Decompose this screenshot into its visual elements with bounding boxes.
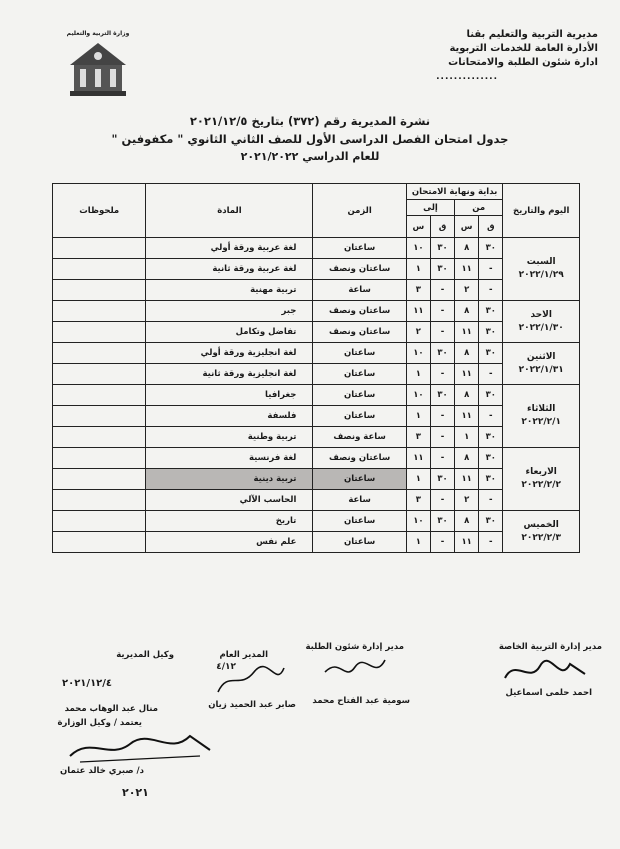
header-from-hours: س — [455, 216, 479, 238]
signature-mark-undersecretary — [60, 726, 220, 766]
table-row — [53, 322, 580, 343]
table-row — [53, 238, 580, 259]
director-general-name: صابر عبد الحميد زيان — [208, 700, 296, 710]
cell-duration: ساعتان ونصف — [313, 259, 406, 280]
student-affairs-name: سومية عبد الفتاح محمد — [312, 696, 410, 706]
day-name: الثلاثاء — [527, 404, 556, 414]
cell-subject: علم نفس — [146, 532, 313, 553]
cell-notes — [53, 301, 146, 322]
cell-to-hours: ١١ — [406, 301, 430, 322]
day-name: الاربعاء — [525, 467, 557, 477]
day-cell — [503, 238, 580, 301]
exam-schedule-title: جدول امتحان الفصل الدراسى الأول للصف الثاني الثانوي " مكفوفين " — [111, 132, 509, 146]
header-day-date: اليوم والتاريخ — [503, 184, 580, 238]
header-dots: .............. — [436, 72, 498, 82]
cell-from-minutes: ٣٠ — [479, 448, 503, 469]
cell-from-hours: ١١ — [455, 406, 479, 427]
header-to-hours: س — [406, 216, 430, 238]
cell-to-hours: ١ — [406, 469, 430, 490]
signature-mark-student-affairs — [320, 652, 390, 686]
cell-duration: ساعتان — [313, 364, 406, 385]
cell-to-hours: ٣ — [406, 490, 430, 511]
cell-subject: تربية مهنية — [146, 280, 313, 301]
deputy-name: منال عبد الوهاب محمد — [64, 704, 158, 714]
bulletin-title: نشرة المديرية رقم (٣٧٢) بتاريخ ٢٠٢١/١٢/٥ — [189, 114, 431, 128]
academic-year-title: للعام الدراسي ٢٠٢١/٢٠٢٢ — [240, 150, 380, 163]
cell-to-minutes: - — [430, 322, 454, 343]
cell-notes — [53, 406, 146, 427]
cell-from-hours: ١١ — [455, 259, 479, 280]
ministry-logo — [58, 30, 138, 102]
table-row — [53, 490, 580, 511]
day-cell — [503, 343, 580, 385]
cell-from-minutes: ٣٠ — [479, 511, 503, 532]
cell-to-minutes: ٣٠ — [430, 343, 454, 364]
cell-subject: لغة فرنسية — [146, 448, 313, 469]
student-affairs-title: مدير إدارة شئون الطلبة — [305, 642, 404, 652]
day-date: ٢٠٢٢/١/٣٠ — [518, 322, 564, 333]
cell-to-minutes: - — [430, 280, 454, 301]
cell-from-minutes: - — [479, 406, 503, 427]
cell-from-hours: ١١ — [455, 469, 479, 490]
handwritten-date: ٢٠٢١/١٢/٤ — [62, 678, 113, 689]
org-line-directorate: مديرية التربية والتعليم بقنا — [466, 29, 598, 40]
cell-notes — [53, 469, 146, 490]
cell-duration: ساعتان ونصف — [313, 301, 406, 322]
cell-from-minutes: ٣٠ — [479, 301, 503, 322]
cell-from-hours: ١١ — [455, 364, 479, 385]
table-row — [53, 385, 580, 406]
table-row — [53, 280, 580, 301]
cell-to-hours: ١ — [406, 406, 430, 427]
signature-mark-special-ed — [500, 654, 590, 688]
cell-subject: تاريخ — [146, 511, 313, 532]
cell-from-minutes: - — [479, 364, 503, 385]
org-line-dept: ادارة شئون الطلبة والامتحانات — [448, 57, 598, 68]
day-cell — [503, 448, 580, 511]
cell-duration: ساعتان — [313, 511, 406, 532]
cell-from-hours: ٨ — [455, 238, 479, 259]
cell-to-hours: ١ — [406, 259, 430, 280]
cell-notes — [53, 511, 146, 532]
cell-to-minutes: ٣٠ — [430, 259, 454, 280]
cell-from-hours: ٨ — [455, 343, 479, 364]
cell-notes — [53, 490, 146, 511]
cell-subject: لغة انجليزية ورقة ثانية — [146, 364, 313, 385]
schedule-body — [53, 238, 580, 553]
cell-duration: ساعتان — [313, 343, 406, 364]
org-line-admin: الأدارة العامة للخدمات التربوية — [449, 43, 598, 54]
cell-from-hours: ١١ — [455, 322, 479, 343]
cell-notes — [53, 280, 146, 301]
table-row — [53, 532, 580, 553]
cell-notes — [53, 259, 146, 280]
cell-duration: ساعة — [313, 490, 406, 511]
table-row — [53, 301, 580, 322]
cell-from-minutes: ٣٠ — [479, 238, 503, 259]
cell-from-minutes: - — [479, 280, 503, 301]
table-row — [53, 469, 580, 490]
day-name: الاثنين — [526, 351, 556, 362]
cell-to-minutes: - — [430, 364, 454, 385]
header-to-minutes: ق — [430, 216, 454, 238]
cell-from-minutes: ٣٠ — [479, 469, 503, 490]
day-date: ٢٠٢٢/١/٣١ — [518, 364, 564, 375]
cell-to-minutes: ٣٠ — [430, 385, 454, 406]
cell-to-minutes: - — [430, 427, 454, 448]
cell-from-hours: ٨ — [455, 448, 479, 469]
document-titles — [60, 112, 560, 166]
cell-to-hours: ٣ — [406, 280, 430, 301]
table-row — [53, 343, 580, 364]
cell-duration: ساعتان ونصف — [313, 448, 406, 469]
cell-from-minutes: ٣٠ — [479, 322, 503, 343]
table-row — [53, 448, 580, 469]
table-row — [53, 406, 580, 427]
cell-to-minutes: - — [430, 406, 454, 427]
header-to: إلى — [406, 200, 454, 216]
cell-to-hours: ١٠ — [406, 238, 430, 259]
cell-subject: الحاسب الآلي — [146, 490, 313, 511]
cell-notes — [53, 238, 146, 259]
cell-to-hours: ٣ — [406, 427, 430, 448]
cell-to-hours: ١٠ — [406, 511, 430, 532]
cell-to-hours: ١ — [406, 364, 430, 385]
cell-subject: فلسفة — [146, 406, 313, 427]
day-date: ٢٠٢٢/٢/١ — [521, 417, 561, 427]
deputy-title: وكيل المديرية — [116, 650, 174, 660]
cell-subject: تربية دينية — [146, 469, 313, 490]
cell-duration: ساعة ونصف — [313, 427, 406, 448]
cell-from-minutes: - — [479, 490, 503, 511]
day-cell — [503, 385, 580, 448]
day-date: ٢٠٢٢/٢/٢ — [521, 480, 561, 490]
organization-header — [378, 28, 598, 84]
logo-caption: وزارة التربية والتعليم — [66, 30, 130, 37]
table-row — [53, 511, 580, 532]
header-notes: ملحوظات — [53, 184, 146, 238]
undersecretary-name: د/ صبري خالد عثمان — [60, 766, 144, 776]
header-subject: المادة — [146, 184, 313, 238]
cell-duration: ساعتان — [313, 406, 406, 427]
cell-to-minutes: - — [430, 301, 454, 322]
cell-subject: لغة عربية ورقة أولي — [146, 238, 313, 259]
cell-from-minutes: ٣٠ — [479, 385, 503, 406]
cell-to-minutes: ٣٠ — [430, 469, 454, 490]
day-name: الخميس — [523, 519, 559, 530]
day-date: ٢٠٢٢/٢/٣ — [521, 532, 561, 543]
day-cell — [503, 301, 580, 343]
table-row — [53, 259, 580, 280]
cell-duration: ساعة — [313, 280, 406, 301]
day-name: السبت — [526, 257, 556, 267]
cell-to-minutes: ٣٠ — [430, 511, 454, 532]
handwritten-num: ٤/١٢ — [216, 662, 236, 672]
cell-subject: لغة انجليزية ورقة أولي — [146, 343, 313, 364]
cell-from-hours: ٨ — [455, 385, 479, 406]
day-cell — [503, 511, 580, 553]
cell-to-hours: ١٠ — [406, 385, 430, 406]
cell-to-minutes: - — [430, 490, 454, 511]
cell-duration: ساعتان — [313, 469, 406, 490]
day-date: ٢٠٢٢/١/٢٩ — [518, 270, 564, 280]
cell-subject: جبر — [146, 301, 313, 322]
cell-duration: ساعتان — [313, 532, 406, 553]
cell-to-hours: ١ — [406, 532, 430, 553]
cell-from-hours: ٨ — [455, 511, 479, 532]
cell-notes — [53, 322, 146, 343]
director-general-title: المدير العام — [219, 650, 268, 660]
approval-label: يعتمد / وكيل الوزارة — [57, 718, 142, 728]
cell-subject: جغرافيا — [146, 385, 313, 406]
cell-from-hours: ١١ — [455, 532, 479, 553]
cell-from-minutes: - — [479, 259, 503, 280]
cell-to-minutes: - — [430, 448, 454, 469]
header-from-minutes: ق — [479, 216, 503, 238]
cell-notes — [53, 532, 146, 553]
exam-schedule-table — [52, 183, 580, 553]
header-duration: الزمن — [313, 184, 406, 238]
cell-from-minutes: ٣٠ — [479, 343, 503, 364]
cell-to-hours: ١١ — [406, 448, 430, 469]
cell-to-minutes: - — [430, 532, 454, 553]
cell-from-hours: ١ — [455, 427, 479, 448]
cell-notes — [53, 343, 146, 364]
day-name: الاحد — [530, 309, 552, 320]
handwritten-year: ٢٠٢١ — [122, 786, 149, 799]
table-row — [53, 427, 580, 448]
ministry-emblem-icon — [58, 37, 138, 99]
cell-duration: ساعتان — [313, 238, 406, 259]
cell-to-hours: ٢ — [406, 322, 430, 343]
cell-from-minutes: - — [479, 532, 503, 553]
cell-to-hours: ١٠ — [406, 343, 430, 364]
cell-from-hours: ٨ — [455, 301, 479, 322]
special-ed-title: مدير إدارة التربية الخاصة — [498, 642, 602, 652]
cell-from-minutes: ٣٠ — [479, 427, 503, 448]
special-ed-name: احمد حلمى اسماعيل — [505, 688, 592, 698]
header-from: من — [455, 200, 503, 216]
header-exam-range: بداية ونهاية الامتحان — [406, 184, 503, 200]
cell-duration: ساعتان — [313, 385, 406, 406]
cell-subject: تفاضل وتكامل — [146, 322, 313, 343]
cell-from-hours: ٢ — [455, 280, 479, 301]
cell-subject: لغة عربية ورقة ثانية — [146, 259, 313, 280]
cell-notes — [53, 385, 146, 406]
cell-to-minutes: ٣٠ — [430, 238, 454, 259]
cell-duration: ساعتان ونصف — [313, 322, 406, 343]
cell-from-hours: ٢ — [455, 490, 479, 511]
cell-notes — [53, 448, 146, 469]
cell-subject: تربية وطنية — [146, 427, 313, 448]
cell-notes — [53, 364, 146, 385]
table-row — [53, 364, 580, 385]
cell-notes — [53, 427, 146, 448]
signatures-area — [0, 640, 620, 849]
